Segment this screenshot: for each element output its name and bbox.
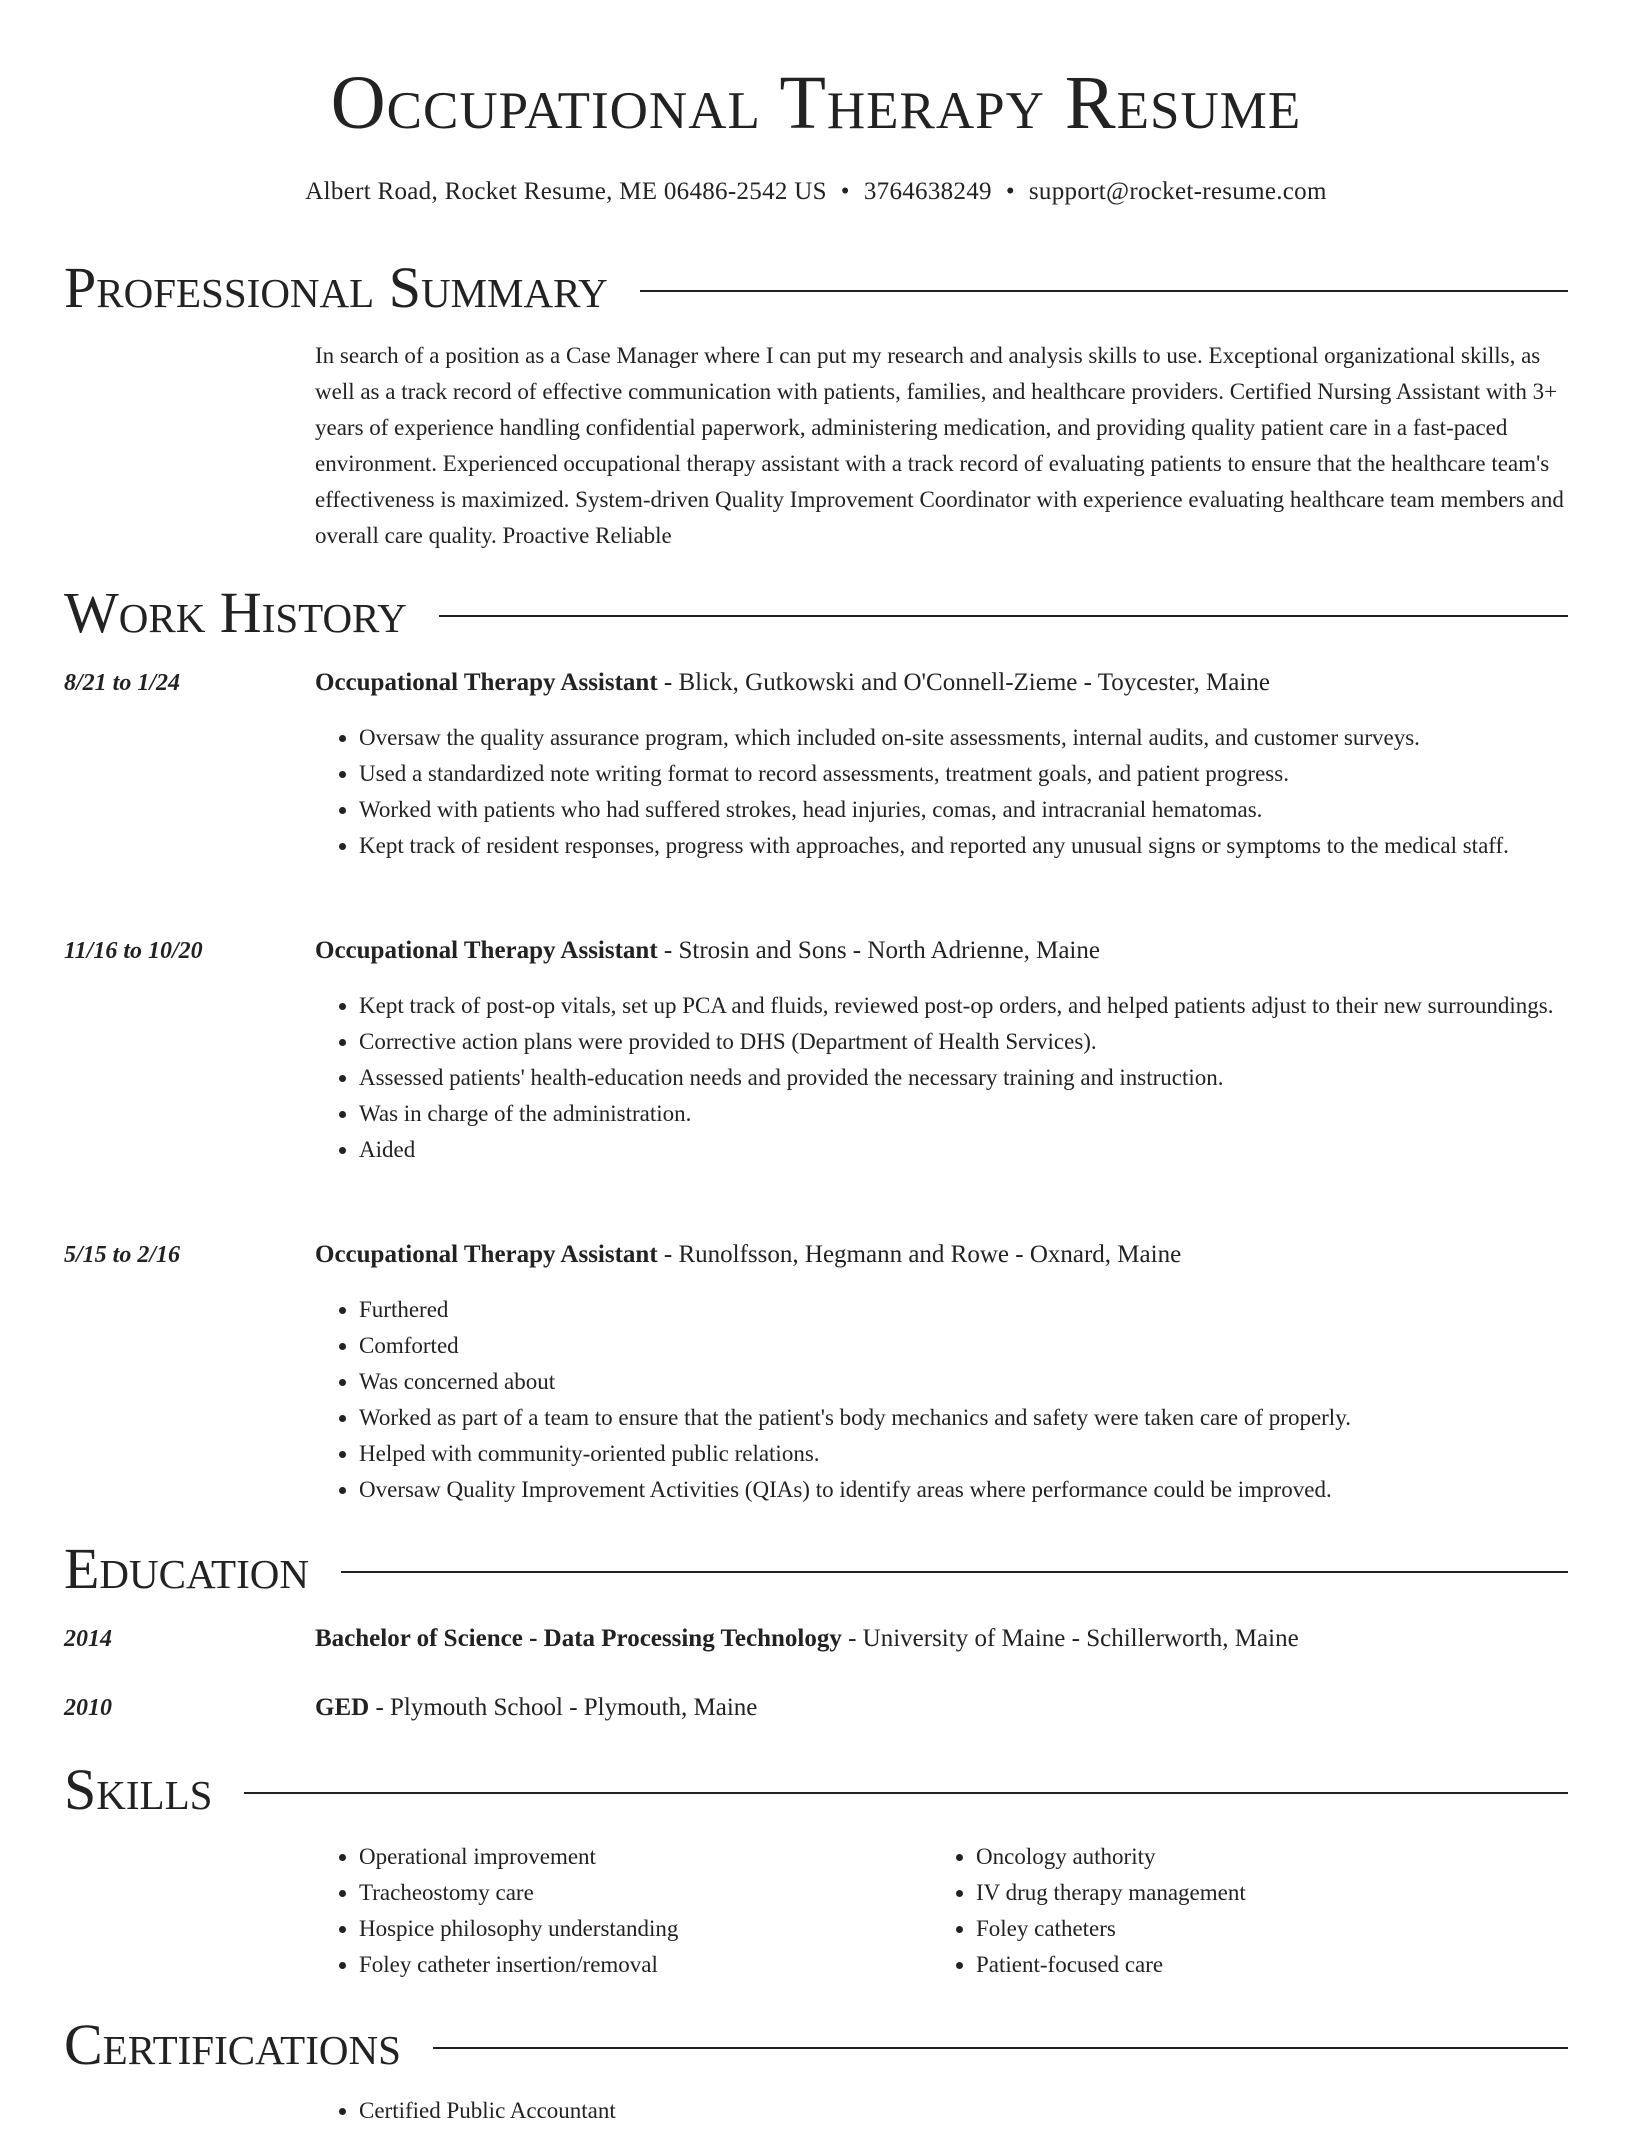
job-title: Occupational Therapy Assistant (315, 669, 658, 696)
education-year: 2010 (64, 1695, 112, 1721)
certifications-list (315, 2093, 1568, 2129)
job-heading (315, 1237, 1568, 1273)
section-title: Education (64, 1536, 309, 1601)
contact-separator: • (840, 178, 850, 205)
list-item: • Oversaw the quality assurance program, which included on-site assessments, internal audits, and customer surveys. (359, 720, 1568, 756)
job-bullets (315, 720, 1568, 864)
list-item: • Aided (359, 1132, 1568, 1168)
list-item: • Oversaw Quality Improvement Activities (QIAs) to identify areas where performance could be improved. (359, 1472, 1568, 1508)
job-title: Occupational Therapy Assistant (315, 937, 658, 964)
section-heading-summary (64, 253, 1568, 323)
skill-item: • Oncology authority (976, 1839, 1532, 1875)
list-item: • Helped with community-oriented public relations. (359, 1436, 1568, 1472)
skill-item: • IV drug therapy management (976, 1875, 1532, 1911)
skill-item: • Patient-focused care (976, 1947, 1532, 1983)
job-details: - Runolfsson, Hegmann and Rowe - Oxnard, Maine (657, 1241, 1182, 1268)
section-title: Certifications (64, 2012, 401, 2077)
contact-line (0, 172, 1632, 212)
list-item: • Furthered (359, 1292, 1568, 1328)
skill-item: • Foley catheters (976, 1911, 1532, 1947)
education-details: - Plymouth School - Plymouth, Maine (369, 1694, 758, 1721)
education-degree: Bachelor of Science - Data Processing Technology (315, 1625, 842, 1652)
list-item: • Was in charge of the administration. (359, 1096, 1568, 1132)
section-title: Professional Summary (64, 255, 608, 320)
job-dates: 11/16 to 10/20 (64, 938, 203, 964)
list-item: • Kept track of post-op vitals, set up PCA and fluids, reviewed post-op orders, and helped patients adjust to their new surroundings. (359, 988, 1568, 1024)
section-divider (640, 290, 1568, 292)
summary-text: In search of a position as a Case Manager where I can put my research and analysis skills to use. Exceptional organizational skills, as well as a track record of effective communication with patients, families, and healthcare providers. Certified Nursing Assistant with 3+ years of experience handling confidential paperwork, administering medication, and providing quality patient care in a fast-paced environment. Experienced occupational therapy assistant with a track record of evaluating patients to ensure that the healthcare team's effectiveness is maximized. System-driven Quality Improvement Coordinator with experience evaluating healthcare team members and overall care quality. Proactive Reliable (315, 343, 1564, 548)
list-item: • Used a standardized note writing format to record assessments, treatment goals, and patient progress. (359, 756, 1568, 792)
section-heading-skills (64, 1755, 1568, 1825)
education-details: - University of Maine - Schillerworth, Maine (841, 1625, 1299, 1652)
section-divider (341, 1571, 1568, 1573)
job-bullets (315, 1292, 1568, 1508)
list-item: • Comforted (359, 1328, 1568, 1364)
job-dates: 5/15 to 2/16 (64, 1242, 181, 1268)
skill-item: • Hospice philosophy understanding (359, 1911, 915, 1947)
job-dates: 8/21 to 1/24 (64, 670, 181, 696)
list-item: • Kept track of resident responses, progress with approaches, and reported any unusual signs or symptoms to the medical staff. (359, 828, 1568, 864)
job-details: - Blick, Gutkowski and O'Connell-Zieme - Toycester, Maine (657, 669, 1270, 696)
list-item: • Corrective action plans were provided to DHS (Department of Health Services). (359, 1024, 1568, 1060)
job-heading (315, 665, 1568, 701)
skill-item: • Tracheostomy care (359, 1875, 915, 1911)
certification-item: • Certified Public Accountant (359, 2093, 1568, 2129)
education-degree: GED (315, 1694, 370, 1721)
section-heading-work (64, 578, 1568, 648)
education-heading (315, 1621, 1568, 1657)
section-heading-education (64, 1534, 1568, 1604)
list-item: • Worked as part of a team to ensure that the patient's body mechanics and safety were taken care of properly. (359, 1400, 1568, 1436)
education-year: 2014 (64, 1626, 112, 1652)
email[interactable]: support@rocket-resume.com (1028, 178, 1327, 205)
section-title: Skills (64, 1757, 213, 1822)
job-title: Occupational Therapy Assistant (315, 1241, 658, 1268)
skills-list-left (315, 1839, 915, 1983)
skill-item: • Operational improvement (359, 1839, 915, 1875)
section-title: Work History (64, 580, 407, 645)
list-item: • Worked with patients who had suffered strokes, head injuries, comas, and intracranial hematomas. (359, 792, 1568, 828)
resume-title: Occupational Therapy Resume (330, 61, 1302, 145)
list-item: • Was concerned about (359, 1364, 1568, 1400)
phone: 3764638249 (863, 178, 992, 205)
education-heading (315, 1690, 1568, 1726)
section-heading-certifications (64, 2010, 1568, 2080)
contact-separator: • (1005, 178, 1015, 205)
job-heading (315, 933, 1568, 969)
skills-list-right (932, 1839, 1532, 1983)
section-divider (433, 2047, 1568, 2049)
section-divider (244, 1792, 1568, 1794)
address: Albert Road, Rocket Resume, ME 06486-2542 US (305, 178, 827, 205)
section-divider (439, 615, 1568, 617)
job-details: - Strosin and Sons - North Adrienne, Maine (657, 937, 1100, 964)
job-bullets (315, 988, 1568, 1168)
list-item: • Assessed patients' health-education needs and provided the necessary training and instruction. (359, 1060, 1568, 1096)
skill-item: • Foley catheter insertion/removal (359, 1947, 915, 1983)
